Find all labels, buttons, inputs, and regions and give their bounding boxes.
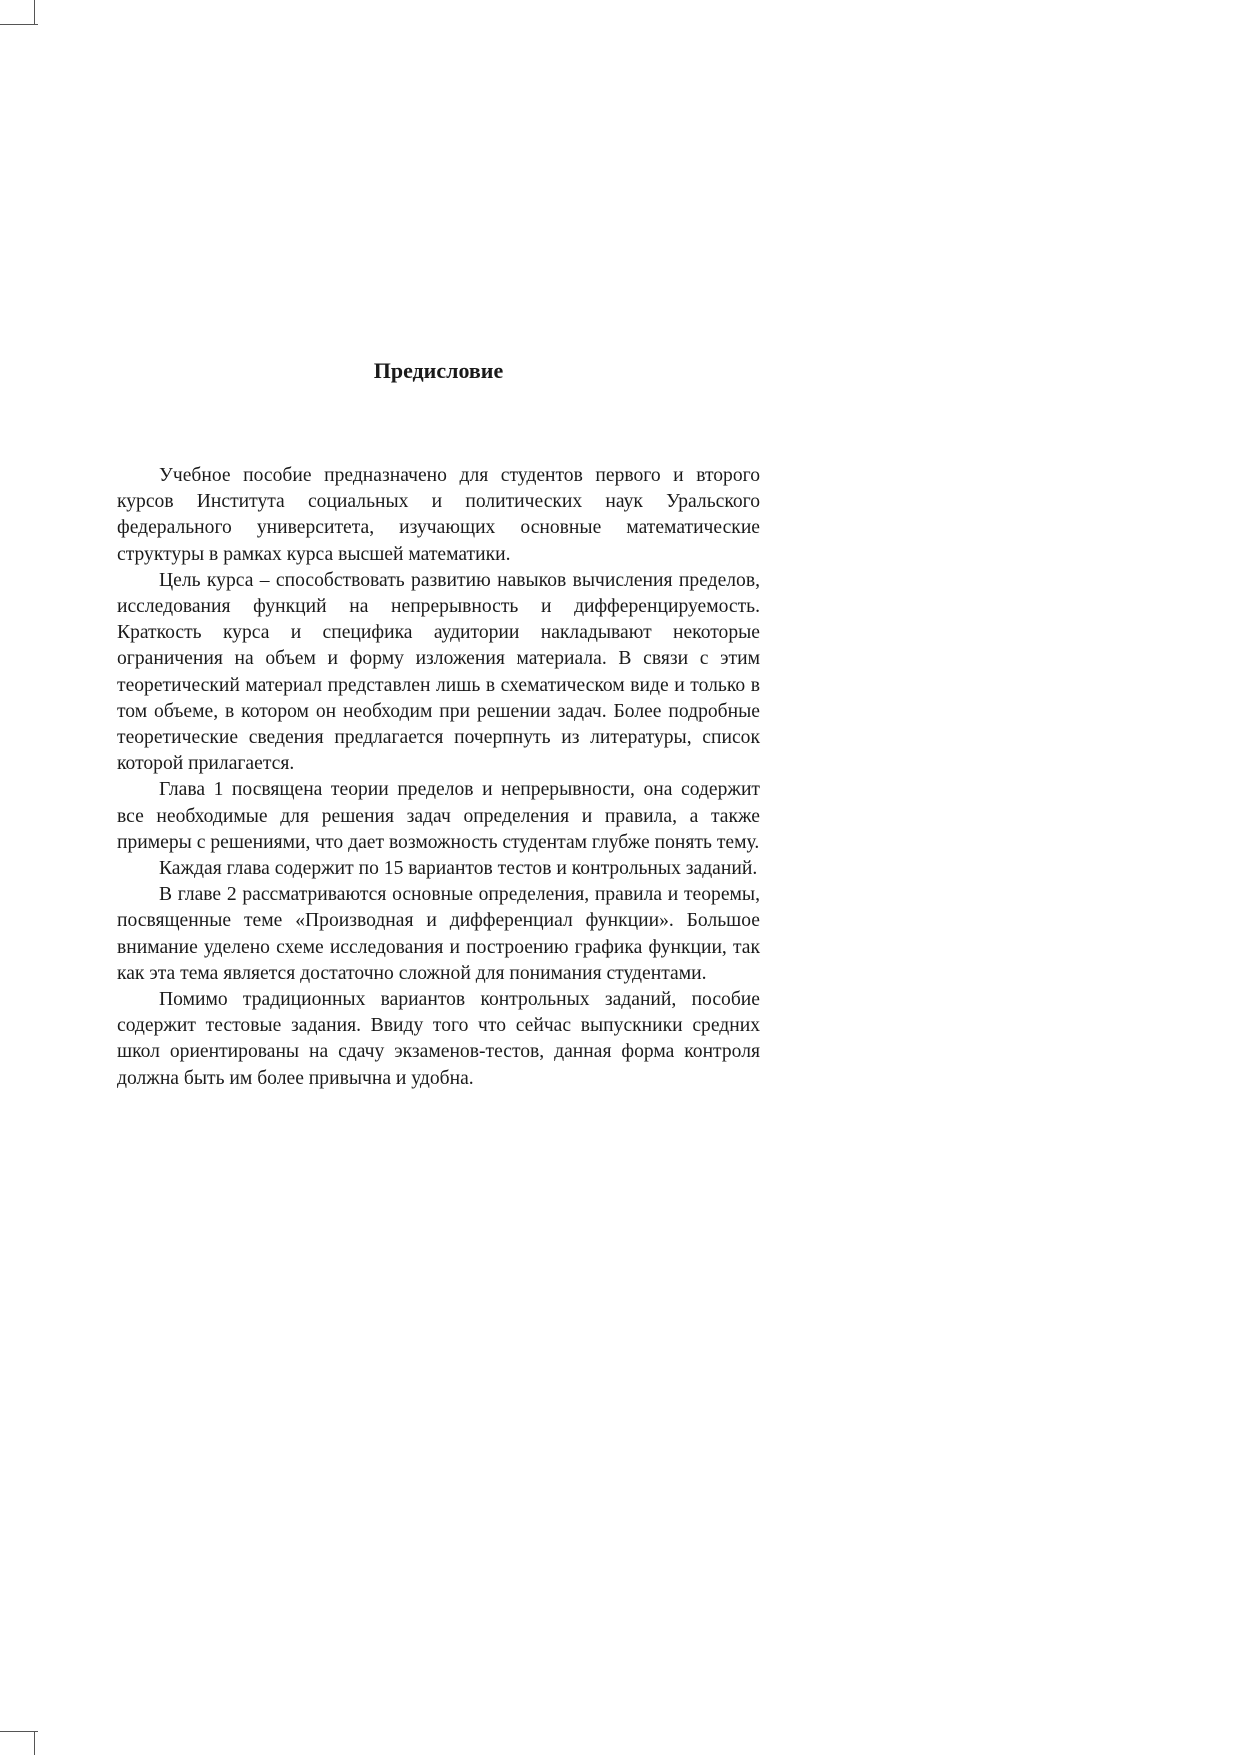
paragraph-course-goal: Цель курса – способствовать развитию навыков вычисления пределов, исследования функций на непрерывность и дифференцируемость. Краткость курса и специфика аудитории накладывают некоторые ограничения на объем и форму изложения материала. В связи с этим теоретический материал представлен лишь в схематическом виде и только в том объеме, в котором он необходим при решении задач. Более подробные теоретические сведения предлагается почерпнуть из литературы, список которой прилагается.	[117, 569, 760, 775]
paragraph-chapter-1: Глава 1 посвящена теории пределов и непрерывности, она содержит все необходимые для решения задач определения и правила, а также примеры с решениями, что дает возможность студентам глубже понять тему.	[117, 779, 760, 853]
paragraph-variants: Каждая глава содержит по 15 вариантов тестов и контрольных заданий.	[159, 858, 758, 880]
paragraph-audience: Учебное пособие предназначено для студентов первого и второго курсов Института социальных и политических наук Уральского федерального университета, изучающих основные математические структуры в рамках курса высшей математики.	[117, 465, 760, 565]
crop-mark-top-left-vertical	[34, 0, 35, 24]
preface-body	[117, 463, 760, 1092]
crop-mark-bottom-left-vertical	[34, 1731, 35, 1755]
crop-mark-bottom-left-horizontal	[0, 1731, 38, 1732]
paragraph-tests: Помимо традиционных вариантов контрольных заданий, пособие содержит тестовые задания. Ввиду того что сейчас выпускники средних школ ориентированы на сдачу экзаменов-тестов, данная форма контроля должна быть им более привычна и удобна.	[117, 989, 760, 1089]
paragraph-chapter-2: В главе 2 рассматриваются основные определения, правила и теоремы, посвященные теме «Производная и дифференциал функции». Большое внимание уделено схеме исследования и построению графика функции, так как эта тема является достаточно сложной для понимания студентами.	[117, 884, 760, 984]
crop-mark-top-left-horizontal	[0, 24, 38, 25]
page-title: Предисловие	[373, 358, 504, 383]
